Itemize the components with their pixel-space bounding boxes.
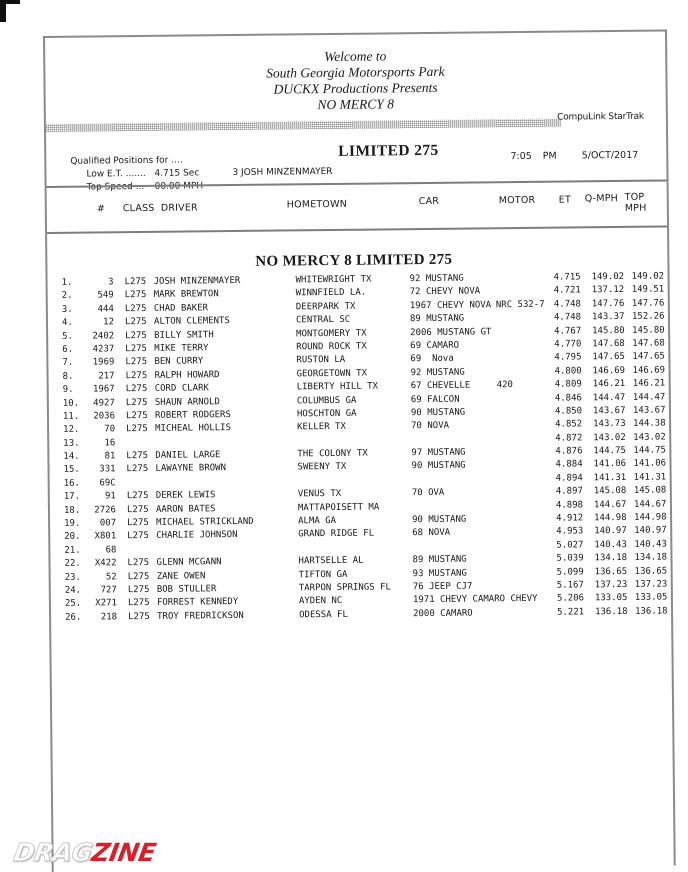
top-mph: 133.05 [634, 592, 668, 604]
presenter: DUCKX Productions Presents [273, 79, 438, 97]
class-code: L275 [124, 317, 147, 328]
logo-zine: ZINE [89, 838, 158, 867]
qualifying-mph: 143.67 [592, 405, 626, 417]
hometown: DEERPARK TX [295, 301, 356, 313]
car-number: X801 [94, 531, 117, 542]
col-hometown: HOMETOWN [286, 198, 348, 211]
car-model: 90 MUSTANG [411, 461, 466, 472]
qualifying-mph: 137.12 [591, 285, 625, 296]
col-topmph: TOP MPH [624, 191, 647, 214]
top-mph: 136.65 [634, 566, 668, 577]
driver-name: ALTON CLEMENTS [153, 316, 230, 328]
driver-name: DEREK LEWIS [155, 490, 216, 502]
car-number: 217 [98, 371, 115, 382]
driver-name: MIKE TERRY [154, 343, 209, 354]
result-position: 1. [61, 277, 73, 288]
result-position: 4. [61, 317, 73, 328]
system-label: CompuLink StarTrak [557, 111, 644, 123]
hometown: AYDEN NC [298, 596, 343, 607]
class-code: L275 [127, 531, 149, 542]
elapsed-time: 4.894 [555, 473, 583, 484]
hometown: HOSCHTON GA [296, 408, 357, 420]
hometown: WINNFIELD LA. [295, 288, 367, 299]
elapsed-time: 4.953 [556, 526, 584, 538]
class-code: L275 [125, 370, 148, 381]
scan-corner-mark [0, 0, 6, 22]
driver-name: ZANE OWEN [156, 570, 206, 582]
col-driver: DRIVER [160, 202, 198, 214]
hometown: SWEENY TX [297, 462, 347, 473]
top-speed-value: 00.00 MPH [154, 181, 204, 192]
class-code: L275 [127, 584, 150, 596]
driver-name: RALPH HOWARD [154, 369, 220, 381]
elapsed-time: 5.221 [557, 607, 585, 618]
column-header-band [47, 179, 667, 233]
col-qmph: Q-MPH [584, 192, 619, 205]
car-model: 89 MUSTANG [412, 554, 467, 566]
section-title: NO MERCY 8 LIMITED 275 [255, 251, 453, 270]
driver-name: CHAD BAKER [153, 303, 209, 314]
top-mph: 145.80 [632, 325, 665, 336]
result-position: 19. [64, 518, 81, 529]
class-code: L275 [127, 558, 150, 569]
class-code: L275 [126, 464, 149, 475]
top-mph: 136.18 [635, 606, 668, 617]
car-number: 16 [104, 437, 116, 449]
top-mph: 143.67 [632, 405, 666, 416]
elapsed-time: 5.039 [556, 553, 584, 564]
qualifying-mph: 149.02 [591, 271, 625, 283]
hometown: TARPON SPRINGS FL [298, 582, 391, 594]
car-number: 68 [105, 545, 117, 556]
car-model: 90 MUSTANG [412, 514, 467, 526]
car-number: 727 [100, 585, 117, 596]
hometown: CENTRAL SC [295, 314, 351, 326]
elapsed-time: 4.876 [555, 446, 583, 457]
hometown: ALMA GA [298, 515, 337, 527]
result-position: 5. [62, 331, 74, 342]
car-number: 4927 [93, 397, 115, 409]
driver-name: BOB STULLER [156, 584, 217, 595]
driver-name: ROBERT RODGERS [154, 409, 231, 421]
car-model: 67 CHEVELLE [410, 380, 471, 392]
top-mph: 141.31 [633, 472, 667, 483]
result-position: 11. [62, 411, 80, 422]
result-position: 22. [64, 558, 81, 570]
car-number: 2402 [92, 330, 115, 342]
hometown: VENUS TX [297, 489, 342, 500]
class-code: L275 [124, 303, 147, 314]
car-number: 007 [99, 518, 117, 529]
qualifying-mph: 143.73 [593, 419, 626, 430]
car-number: 1967 [92, 384, 115, 395]
top-mph: 134.18 [634, 552, 668, 564]
elapsed-time: 5.167 [556, 580, 584, 591]
qualifying-mph: 140.97 [594, 526, 627, 537]
timestamp [496, 150, 638, 162]
elapsed-time: 5.099 [556, 566, 584, 578]
car-number: 4237 [92, 344, 115, 355]
qualifying-mph: 146.69 [592, 365, 626, 376]
driver-name: FORREST KENNEDY [156, 597, 239, 609]
col-car: CAR [418, 195, 440, 208]
driver-name: MARK BREWTON [153, 289, 219, 301]
qualifying-mph: 145.08 [593, 486, 627, 497]
class-code: L275 [127, 517, 149, 529]
car-model: 97 MUSTANG [411, 447, 466, 459]
car-model: 69 FALCON [410, 394, 460, 405]
car-model: 69 Nova [410, 354, 454, 365]
car-model: 92 MUSTANG [410, 367, 465, 378]
car-model: 1967 CHEVY NOVA [409, 300, 492, 311]
motor: 420 [496, 380, 514, 391]
track-name: South Georgia Motorsports Park [266, 63, 445, 81]
car-model: 1971 CHEVY CAMARO CHEVY [412, 594, 538, 606]
car-number: 2036 [93, 411, 116, 422]
car-model: 68 NOVA [412, 528, 451, 539]
top-mph: 145.08 [633, 485, 667, 497]
result-position: 8. [62, 371, 74, 382]
driver-name: GLENN MCGANN [156, 557, 222, 569]
top-mph: 147.65 [632, 351, 665, 363]
qualifying-mph: 144.67 [593, 499, 627, 510]
elapsed-time: 4.800 [554, 366, 582, 377]
hometown: THE COLONY TX [297, 448, 368, 460]
top-mph: 141.06 [633, 458, 667, 470]
welcome-header [45, 45, 666, 115]
result-position: 10. [62, 398, 80, 409]
elapsed-time: 5.027 [556, 540, 584, 551]
car-number: 331 [99, 464, 116, 475]
col-motor: MOTOR [498, 194, 536, 207]
top-mph: 140.97 [634, 525, 667, 537]
car-number: 81 [104, 451, 116, 462]
class-code: L275 [126, 504, 149, 515]
elapsed-time: 4.715 [553, 272, 581, 283]
result-position: 23. [64, 572, 81, 583]
car-model: 76 JEEP CJ7 [412, 581, 473, 593]
car-number: 91 [104, 491, 116, 502]
top-mph: 149.02 [631, 271, 665, 282]
result-position: 9. [62, 384, 74, 395]
col-et: ET [558, 194, 572, 206]
elapsed-time: 4.912 [556, 513, 584, 524]
elapsed-time: 4.748 [553, 299, 581, 310]
top-mph: 137.23 [634, 579, 668, 590]
hometown: TIFTON GA [298, 569, 348, 580]
welcome-line: Welcome to [324, 48, 387, 65]
top-mph: 140.43 [634, 539, 667, 550]
result-position: 17. [63, 491, 81, 503]
top-mph: 147.68 [632, 338, 665, 349]
car-number: 70 [104, 424, 116, 435]
car-number: 12 [103, 317, 115, 328]
top-mph: 144.67 [633, 499, 667, 510]
results-table [48, 271, 676, 626]
class-code: L275 [126, 424, 148, 435]
qualifying-mph: 143.37 [591, 312, 625, 323]
result-position: 20. [64, 532, 81, 543]
hometown: MONTGOMERY TX [296, 328, 367, 339]
car-number: X422 [94, 558, 117, 569]
car-model: 69 CAMARO [410, 340, 460, 352]
low-et-label: Low E.T. ....... [86, 168, 146, 180]
elapsed-time: 4.809 [554, 379, 582, 390]
top-speed-label: Top Speed ... [86, 181, 145, 193]
result-position: 6. [62, 344, 74, 355]
car-model: 2006 MUSTANG GT [410, 326, 492, 338]
hometown: WHITEWRIGHT TX [295, 274, 372, 286]
qualifying-mph: 146.21 [592, 379, 626, 390]
car-number: 3 [108, 277, 114, 288]
class-code: L275 [127, 571, 150, 582]
top-mph: 143.02 [633, 432, 666, 443]
qualifying-mph: 133.05 [594, 593, 628, 604]
class-code: L275 [124, 290, 147, 301]
elapsed-time: 5.206 [556, 593, 585, 605]
driver-name: MICHEAL HOLLIS [155, 423, 232, 435]
col-class: CLASS [122, 202, 155, 215]
elapsed-time: 4.872 [555, 433, 583, 444]
qualifying-mph: 141.31 [593, 472, 627, 484]
result-position: 16. [63, 478, 81, 489]
hometown: RUSTON LA [296, 355, 346, 366]
logo-drag: DRAG [11, 838, 95, 867]
driver-name: JOSH MINZENMAYER [153, 275, 241, 287]
qualifying-mph: 147.65 [592, 352, 625, 363]
qualified-label: Qualified Positions for .... [70, 155, 183, 167]
top-mph: 144.38 [633, 418, 666, 430]
result-position: 14. [63, 451, 80, 462]
driver-name: AARON BATES [155, 503, 216, 515]
elapsed-time: 4.897 [555, 486, 583, 497]
qualifying-mph: 136.18 [595, 606, 628, 618]
class-code: L275 [126, 451, 149, 462]
result-position: 25. [64, 599, 82, 610]
car-model: 72 CHEVY NOVA [409, 286, 481, 298]
driver-name: SHAUN ARNOLD [154, 396, 220, 408]
car-model: 89 MUSTANG [409, 313, 465, 325]
driver-name: TROY FREDRICKSON [157, 610, 244, 622]
car-number: 218 [100, 612, 118, 623]
driver-name: LAWAYNE BROWN [155, 463, 227, 475]
result-position: 21. [64, 545, 81, 556]
result-position: 24. [64, 585, 82, 596]
car-number: 444 [97, 304, 114, 315]
car-number: 549 [97, 290, 114, 301]
top-mph: 144.75 [633, 445, 666, 456]
elapsed-time: 4.767 [554, 325, 582, 337]
car-model: 2000 CAMARO [413, 608, 473, 619]
low-et-holder: 3 JOSH MINZENMAYER [232, 166, 333, 179]
top-mph: 147.76 [631, 298, 665, 309]
qualifying-mph: 144.47 [592, 392, 626, 403]
class-title: LIMITED 275 [338, 141, 439, 160]
event-name: NO MERCY 8 [317, 96, 395, 113]
elapsed-time: 4.770 [554, 339, 582, 350]
car-number: 2726 [94, 504, 117, 516]
driver-name: BEN CURRY [154, 356, 204, 368]
car-number: 69C [99, 478, 116, 489]
hometown: HARTSELLE AL [298, 555, 364, 567]
car-model: 93 MUSTANG [412, 568, 467, 579]
elapsed-time: 4.748 [553, 312, 582, 323]
class-code: L275 [124, 276, 147, 288]
qualifying-mph: 140.43 [594, 539, 627, 551]
qualifying-mph: 144.98 [594, 512, 627, 524]
top-mph: 152.26 [631, 311, 665, 323]
elapsed-time: 4.721 [553, 285, 581, 297]
hometown: GEORGETOWN TX [296, 368, 368, 380]
motor: NRC 532-7 [495, 299, 545, 311]
top-mph: 144.98 [634, 512, 667, 523]
result-position: 26. [65, 612, 82, 623]
qualifying-mph: 141.06 [593, 459, 627, 470]
qualifying-mph: 143.02 [593, 432, 626, 443]
car-model: 70 NOVA [411, 421, 450, 432]
top-mph: 146.69 [632, 365, 666, 376]
low-et-value: 4.715 Sec [154, 168, 200, 179]
elapsed-time: 4.795 [554, 352, 582, 364]
class-code: L275 [127, 598, 150, 609]
driver-name: MICHAEL STRICKLAND [156, 516, 254, 528]
class-code: L275 [125, 410, 148, 422]
hometown: GRAND RIDGE FL [298, 528, 375, 540]
top-mph: 149.51 [631, 284, 665, 296]
hometown: LIBERTY HILL TX [296, 381, 379, 393]
dragzine-watermark-logo [11, 838, 157, 867]
qualifying-mph: 134.18 [594, 553, 628, 564]
class-code: L275 [125, 343, 148, 355]
class-code: L275 [125, 330, 147, 341]
hometown: COLUMBUS GA [296, 395, 357, 406]
elapsed-time: 4.846 [554, 392, 582, 404]
class-code: L275 [128, 611, 150, 622]
col-num: # [96, 203, 106, 215]
result-position: 7. [62, 358, 74, 369]
top-mph: 146.21 [632, 378, 666, 389]
car-model: 92 MUSTANG [409, 273, 464, 285]
results-sheet [43, 29, 676, 871]
result-position: 12. [63, 424, 80, 436]
class-code: L275 [125, 357, 148, 368]
hometown: MATTAPOISETT MA [297, 502, 380, 513]
result-position: 3. [61, 304, 73, 315]
top-mph: 144.47 [632, 392, 666, 403]
driver-name: DANIEL LARGE [155, 450, 221, 461]
qualifying-mph: 147.76 [591, 298, 625, 310]
elapsed-time: 4.898 [555, 500, 584, 511]
car-number: 52 [105, 571, 117, 582]
hometown: KELLER TX [297, 422, 346, 433]
time: 7:05 PM [510, 150, 557, 163]
qualifying-mph: 136.65 [594, 566, 628, 577]
result-position: 2. [61, 291, 73, 302]
qualifying-mph: 144.75 [593, 445, 626, 457]
car-model: 70 OVA [411, 488, 445, 499]
car-number: 1969 [92, 357, 115, 368]
class-code: L275 [125, 397, 148, 408]
qualifying-mph: 147.68 [592, 338, 625, 350]
qualifying-mph: 137.23 [594, 579, 628, 591]
dotted-divider [46, 119, 561, 132]
driver-name: CHARLIE JOHNSON [156, 530, 238, 542]
result-position: 13. [63, 438, 80, 449]
hometown: ODESSA FL [299, 609, 348, 621]
driver-name: CORD CLARK [154, 383, 209, 394]
elapsed-time: 4.850 [554, 406, 583, 417]
class-code: L275 [125, 384, 148, 395]
class-code: L275 [126, 491, 149, 502]
result-position: 15. [63, 465, 80, 476]
car-model: 90 MUSTANG [410, 407, 466, 419]
date: 5/OCT/2017 [581, 149, 639, 162]
car-number: X271 [95, 598, 118, 609]
driver-name: BILLY SMITH [154, 329, 214, 341]
elapsed-time: 4.852 [555, 419, 583, 430]
qualifying-mph: 145.80 [592, 325, 625, 336]
hometown: ROUND ROCK TX [296, 341, 367, 353]
elapsed-time: 4.884 [555, 459, 583, 471]
result-position: 18. [63, 505, 81, 516]
